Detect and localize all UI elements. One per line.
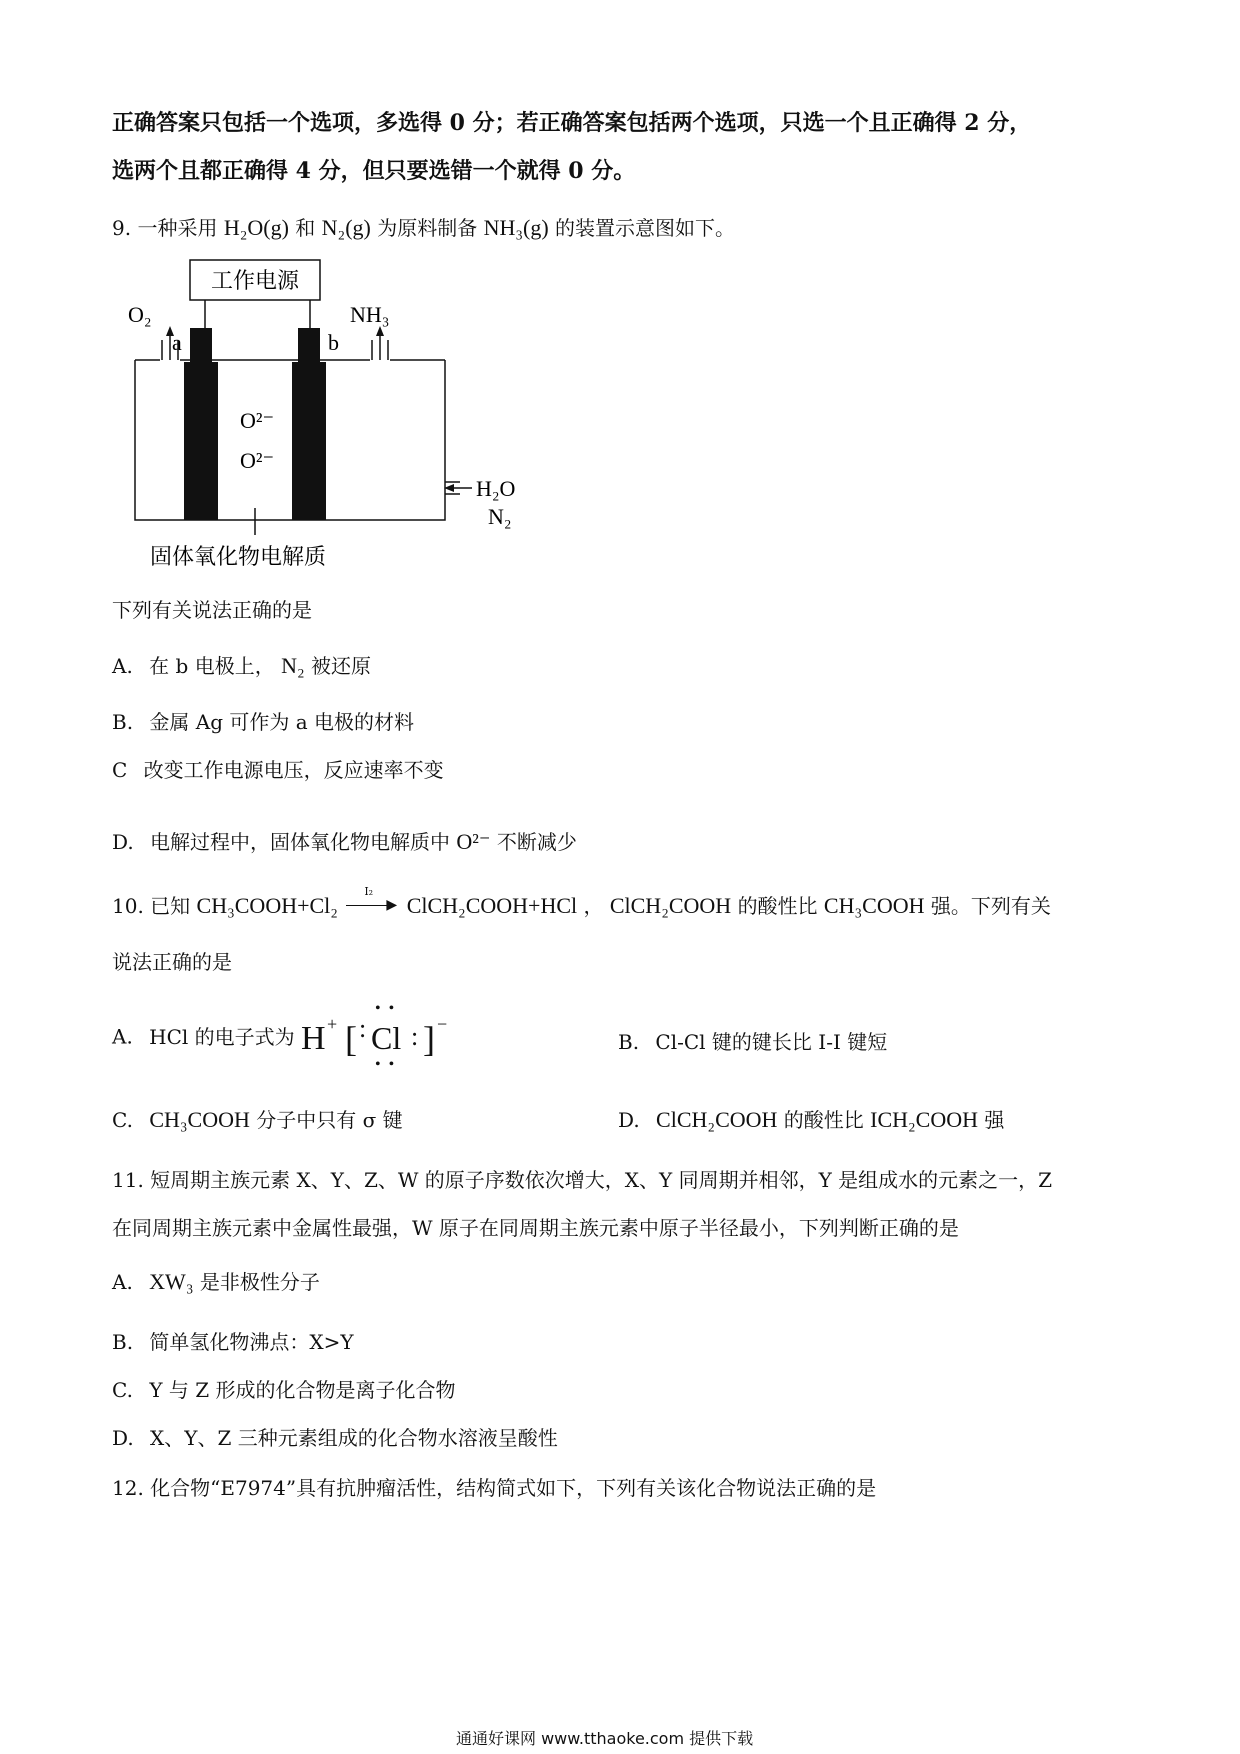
q9-chem-h2o: H₂O(g)	[223, 215, 289, 240]
option-letter: C.	[112, 1378, 133, 1402]
instruction-line-2: 选两个且都正确得 4 分，但只要选错一个就得 0 分。	[112, 158, 636, 184]
option-text: 是非极性分子	[199, 1270, 320, 1294]
option-letter: C.	[112, 1108, 133, 1132]
option-text: 强	[984, 1108, 1005, 1132]
q10-acid1: ClCH₂COOH	[609, 893, 732, 918]
q10-eq-left: CH₃COOH+Cl₂	[196, 893, 338, 918]
inlet-n2-label: N₂	[488, 504, 512, 529]
q9-option-b	[112, 706, 414, 735]
q9-option-c	[112, 754, 444, 783]
option-letter: D.	[618, 1108, 640, 1132]
q9-stem-for: 为原料制备	[377, 216, 478, 240]
option-letter: A.	[112, 1024, 133, 1049]
lewis-cl: Cl	[371, 1020, 402, 1056]
option-text: 电解过程中，固体氧化物电解质中	[150, 830, 451, 854]
q10-compare: 的酸性比	[737, 894, 818, 918]
option-text: Y 与 Z 形成的化合物是离子化合物	[149, 1378, 456, 1402]
q10-tail: 强。下列有关	[930, 894, 1051, 918]
q10-option-d	[618, 1104, 1004, 1133]
q11-option-d	[112, 1422, 558, 1451]
option-text: 被还原	[310, 654, 371, 678]
q10-option-a	[112, 1000, 451, 1073]
q10-option-c	[112, 1104, 403, 1133]
option-letter: C	[112, 758, 128, 782]
option-letter: D.	[112, 830, 134, 854]
ion-o2-1: O²⁻	[240, 408, 275, 433]
option-letter: B.	[112, 710, 134, 734]
q10-acid2: CH₃COOH	[823, 893, 925, 918]
option-chem: ICH₂COOH	[870, 1107, 979, 1132]
q9-chem-n2: N₂(g)	[321, 215, 371, 240]
q11-stem-line-2: 在同周期主族元素中金属性最强，W 原子在同周期主族元素中原子半径最小，下列判断正确的是	[112, 1216, 959, 1240]
option-text: X、Y、Z 三种元素组成的化合物水溶液呈酸性	[150, 1426, 558, 1450]
catalyst-label: I₂	[364, 885, 374, 898]
option-chem: ClCH₂COOH	[656, 1107, 778, 1132]
q9-chem-nh3: NH₃(g)	[483, 215, 549, 240]
lewis-dots-top: ••	[375, 1000, 403, 1017]
option-chem: XW₃	[149, 1269, 194, 1294]
lewis-dots-left: :	[359, 1014, 367, 1043]
option-text: 不断减少	[496, 830, 577, 854]
ion-o2-2: O²⁻	[240, 448, 275, 473]
option-text: 分子中只有 σ 键	[256, 1108, 403, 1132]
lewis-plus: +	[327, 1014, 338, 1034]
option-chem: O²⁻	[456, 829, 491, 854]
q11-option-a	[112, 1266, 320, 1295]
q11-option-b	[112, 1326, 354, 1355]
option-text: 改变工作电源电压，反应速率不变	[143, 758, 444, 782]
electrolyte-label: 固体氧化物电解质	[150, 544, 327, 569]
hcl-electron-formula	[301, 1000, 451, 1073]
option-letter: B.	[112, 1330, 134, 1354]
option-text: Cl-Cl 键的键长比 I-I 键短	[655, 1030, 888, 1054]
lewis-bracket-left: [	[345, 1019, 358, 1059]
q10-stem-line-2: 说法正确的是	[112, 950, 232, 974]
lewis-minus: −	[437, 1014, 448, 1034]
option-letter: B.	[618, 1030, 640, 1054]
electrode-b-label: b	[328, 330, 339, 355]
q10-comma: ，	[583, 894, 604, 918]
option-text: 在 b 电极上，	[149, 654, 275, 678]
option-letter: A.	[112, 654, 133, 678]
option-letter: D.	[112, 1426, 134, 1450]
q9-stem	[112, 212, 735, 241]
outlet-nh3-label: NH₃	[350, 302, 390, 327]
instruction-line-1: 正确答案只包括一个选项，多选得 0 分；若正确答案包括两个选项，只选一个且正确得 2 分，	[112, 110, 1032, 136]
option-chem: N₂	[281, 653, 305, 678]
option-text: 简单氢化物沸点：X>Y	[149, 1330, 354, 1354]
q11-stem-line-1: 11. 短周期主族元素 X、Y、Z、W 的原子序数依次增大，X、Y 同周期并相邻，Y 是组成水的元素之一，Z	[112, 1168, 1053, 1192]
lewis-h: H	[301, 1020, 326, 1057]
option-text: HCl 的电子式为	[149, 1024, 295, 1049]
q9-stem-and: 和	[295, 216, 316, 240]
lewis-dots-right: :	[411, 1022, 419, 1051]
q10-option-b	[618, 1026, 887, 1055]
outlet-o2-label: O₂	[128, 302, 152, 327]
option-chem: CH₃COOH	[149, 1107, 250, 1132]
q12-stem: 12. 化合物“E7974”具有抗肿瘤活性，结构简式如下，下列有关该化合物说法正确的是	[112, 1476, 877, 1500]
electrolysis-diagram	[100, 250, 520, 580]
q9-option-a	[112, 650, 371, 679]
lewis-dots-bottom: ••	[375, 1056, 403, 1073]
q9-option-d	[112, 826, 577, 855]
reaction-arrow: I₂ ▶	[344, 895, 400, 915]
option-text: 金属 Ag 可作为 a 电极的材料	[149, 710, 415, 734]
electrode-a-label: a	[172, 330, 182, 355]
lewis-bracket-right: ]	[423, 1019, 436, 1059]
q9-prompt: 下列有关说法正确的是	[112, 598, 312, 622]
q9-stem-prefix: 9. 一种采用	[112, 216, 218, 240]
q10-stem-line-1	[112, 885, 1051, 919]
inlet-h2o-label: H₂O	[476, 476, 516, 501]
cell-container	[135, 360, 445, 520]
footer-source: 通通好课网 www.tthaoke.com 提供下载	[456, 1729, 754, 1748]
q10-eq-right: ClCH₂COOH+HCl	[406, 893, 578, 918]
power-source-label: 工作电源	[210, 268, 300, 293]
q9-stem-suffix: 的装置示意图如下。	[555, 216, 736, 240]
option-letter: A.	[112, 1270, 133, 1294]
q10-num: 10. 已知	[112, 894, 191, 918]
option-text: 的酸性比	[783, 1108, 864, 1132]
q11-option-c	[112, 1374, 455, 1403]
